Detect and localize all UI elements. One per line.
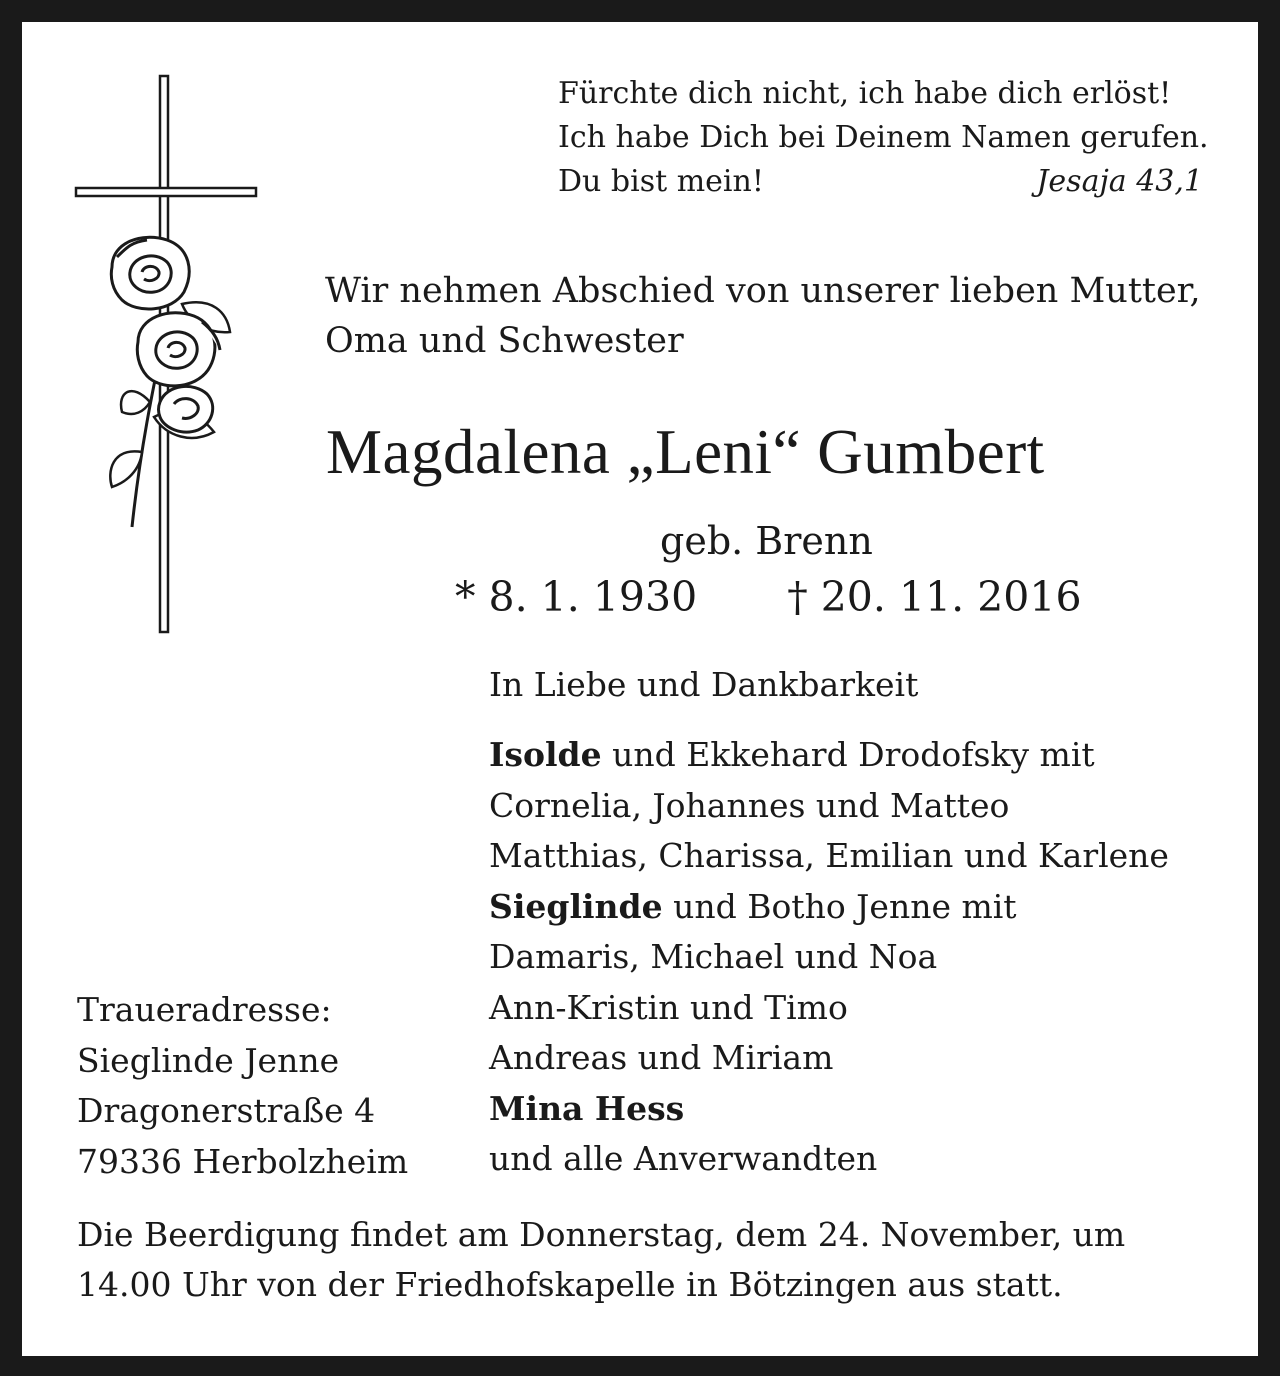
address-city: 79336 Herbolzheim xyxy=(77,1141,409,1181)
address-label: Traueradresse: xyxy=(77,990,332,1029)
mourner-bold-name: Mina Hess xyxy=(489,1088,685,1128)
mourner-line xyxy=(489,882,1169,933)
mourner-line: und alle Anverwandten xyxy=(489,1139,878,1178)
funeral-info xyxy=(77,1210,1125,1310)
mourner-line: Damaris, Michael und Noa xyxy=(489,937,938,976)
address-street: Dragonerstraße 4 xyxy=(77,1091,376,1130)
death-date: † 20. 11. 2016 xyxy=(787,573,1082,621)
mourner-line: Andreas und Miriam xyxy=(489,1038,834,1077)
mourning-address xyxy=(77,985,408,1187)
mourner-line xyxy=(489,1084,1169,1135)
address-name: Sieglinde Jenne xyxy=(77,1040,340,1080)
deceased-name: Magdalena „Leni“ Gumbert xyxy=(326,417,1045,487)
intro-line: Oma und Schwester xyxy=(325,321,684,361)
funeral-line: Die Beerdigung findet am Donnerstag, dem 24. November, um xyxy=(77,1215,1126,1254)
mourner-line: Ann-Kristin und Timo xyxy=(489,987,848,1027)
intro-line: Wir nehmen Abschied von unserer lieben Mutter, xyxy=(325,271,1201,311)
funeral-line: 14.00 Uhr von der Friedhofskapelle in Bötzingen aus statt. xyxy=(77,1265,1063,1304)
maiden-name: geb. Brenn xyxy=(660,519,873,563)
verse-line: Ich habe Dich bei Deinem Namen gerufen. xyxy=(558,120,1209,155)
cross-with-roses-icon xyxy=(72,72,262,637)
verse-line: Du bist mein! xyxy=(558,164,764,199)
mourners-list xyxy=(489,730,1169,1185)
mourner-text: und Ekkehard Drodofsky mit xyxy=(601,735,1095,774)
dedication: In Liebe und Dankbarkeit xyxy=(489,665,919,704)
birth-date: * 8. 1. 1930 xyxy=(455,573,698,621)
mourner-line: Cornelia, Johannes und Matteo xyxy=(489,785,1010,825)
mourner-bold-name: Isolde xyxy=(489,735,602,774)
life-dates xyxy=(455,570,1082,624)
verse-reference: Jesaja 43,1 xyxy=(1036,164,1203,199)
bible-verse xyxy=(558,72,1209,204)
mourner-text: und Botho Jenne mit xyxy=(662,886,1017,926)
mourner-line: Matthias, Charissa, Emilian und Karlene xyxy=(489,836,1169,875)
farewell-intro xyxy=(325,266,1201,366)
verse-line: Fürchte dich nicht, ich habe dich erlöst! xyxy=(558,76,1172,111)
mourner-bold-name: Sieglinde xyxy=(489,886,663,926)
mourner-line xyxy=(489,730,1169,781)
